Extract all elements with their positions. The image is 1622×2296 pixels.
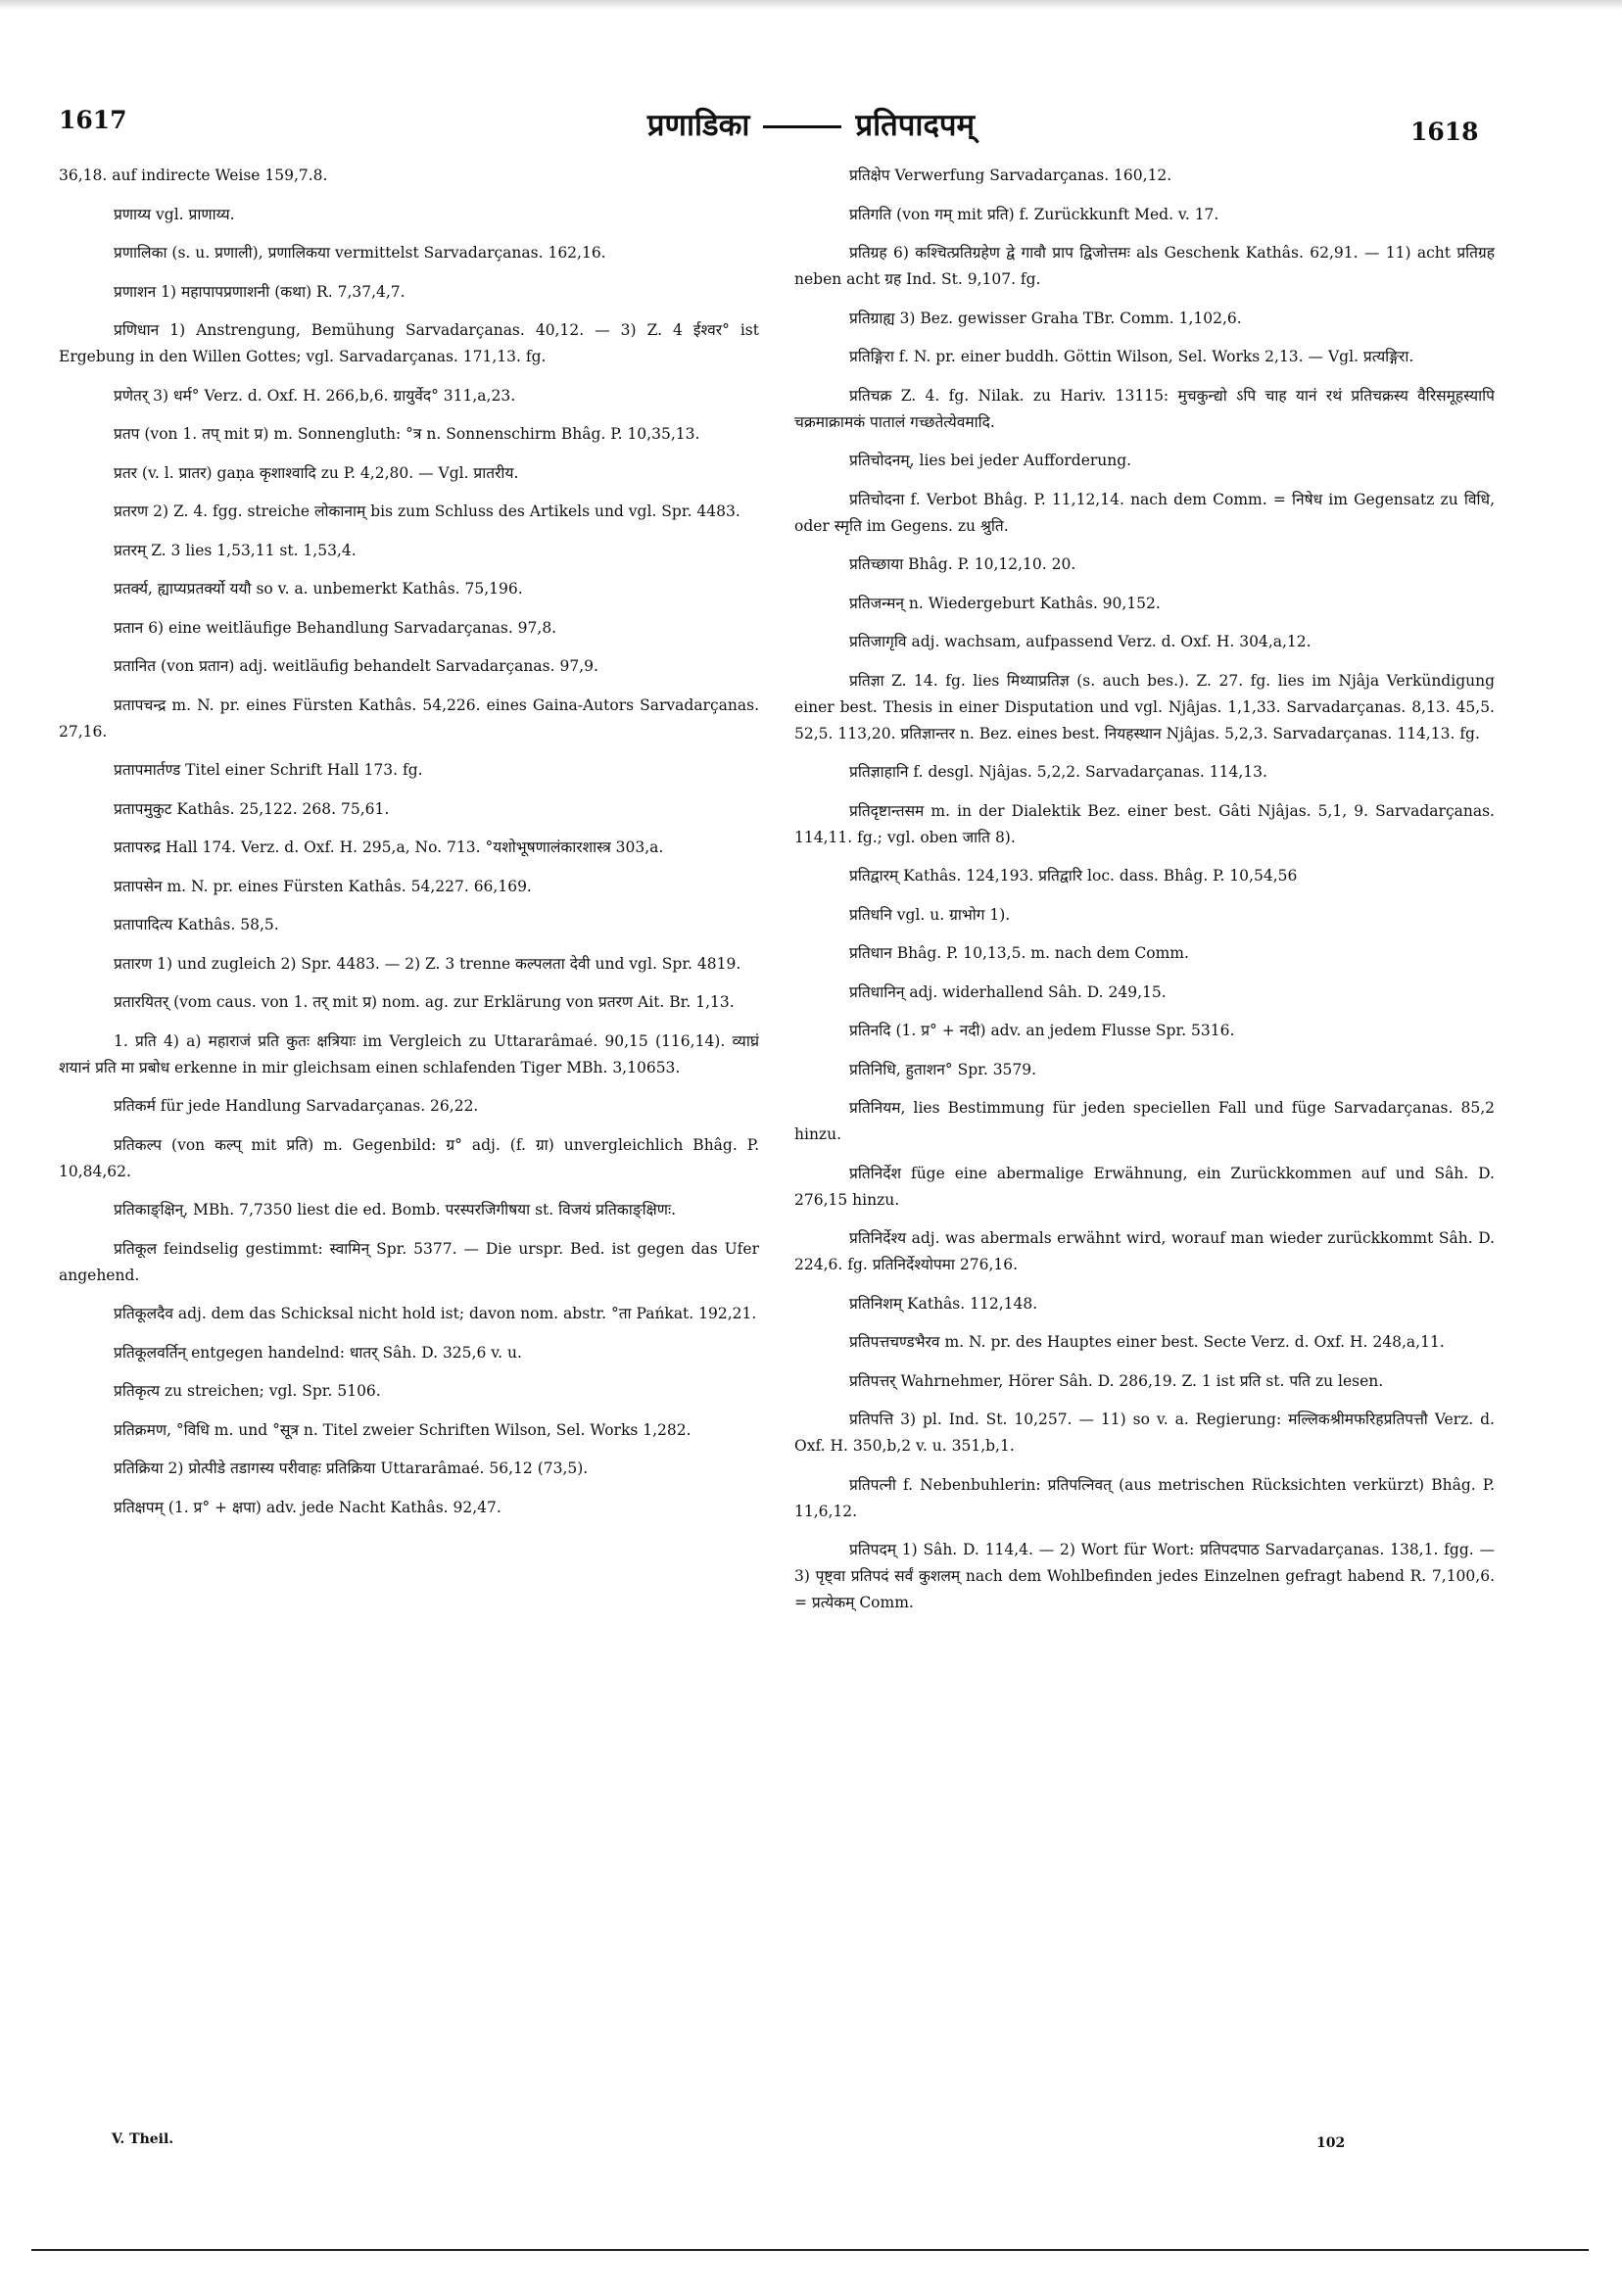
headword-right: प्रतिपादपम् [855, 108, 976, 143]
dictionary-entry: प्रतप (von 1. तप् mit प्र) m. Sonnengluth: °त्र n. Sonnenschirm Bhâg. P. 10,35,13. [114, 425, 700, 443]
dictionary-entry: प्रतारण 1) und zugleich 2) Spr. 4483. — 2) Z. 3 trenne कल्पलता देवी und vgl. Spr. 4819. [114, 954, 741, 973]
dictionary-entry: प्रणिधान 1) Anstrengung, Bemühung Sarvadarçanas. 40,12. — 3) Z. 4 ईश्वर° ist Ergebung in den Willen Gottes; vgl. Sarvadarçanas. 171,13. fg. [59, 321, 759, 365]
dictionary-entry: प्रतर्क्य, ह्याप्यप्रतर्क्यो ययौ so v. a. unbemerkt Kathâs. 75,196. [114, 580, 523, 598]
dictionary-entry: प्रतिपदम् 1) Sâh. D. 114,4. — 2) Wort für Wort: प्रतिपदपाठ Sarvadarçanas. 138,1. fgg. — 3) पृष्ट्वा प्रतिपदं सर्वं कुशलम् nach dem Wohlbefinden jedes Einzelnen gefragt habend R. 7,100,6. = प्रत्येकम् Comm. [794, 1541, 1495, 1611]
dictionary-entry: प्रतिपत्तचण्डभैरव m. N. pr. des Hauptes einer best. Secte Verz. d. Oxf. H. 248,a,11. [849, 1333, 1445, 1351]
dictionary-entry: प्रणाशन 1) महापापप्रणाशनी (कथा) R. 7,37,4,7. [114, 282, 406, 301]
dictionary-entry: प्रतिकूल feindselig gestimmt: स्वामिन् Spr. 5377. — Die urspr. Bed. ist gegen das Ufer angehend. [59, 1239, 759, 1284]
dictionary-entry: प्रतिकूलदैव adj. dem das Schicksal nicht hold ist; davon nom. abstr. °ता Pańkat. 192,21. [114, 1305, 757, 1322]
dictionary-entry: प्रतिनिशम् Kathâs. 112,148. [849, 1294, 1038, 1313]
dictionary-entry: प्रतिक्रिया 2) प्रोत्पीडे तडागस्य परीवाहः प्रतिक्रिया Uttararâmaé. 56,12 (73,5). [114, 1459, 589, 1477]
dictionary-entry: प्रतिनदि (1. प्र° + नदी) adv. an jedem Flusse Spr. 5316. [849, 1022, 1235, 1039]
dictionary-entry: प्रतिज्ञा Z. 14. fg. lies मिथ्याप्रतिज्ञ (s. auch bes.). Z. 27. fg. lies im Njâja Verkündigung einer best. Thesis in einer Disputation und vgl. Njâjas. 1,1,33. Sarvadarçanas. 8,13. 45,5. 52,5. 113,20. प्रतिज्ञान्तर n. Bez. eines best. नियहस्थान Njâjas. 5,2,3. Sarvadarçanas. 114,13. fg. [794, 671, 1495, 742]
left-column [59, 163, 759, 2161]
dictionary-entry: प्रतापमुकुट Kathâs. 25,122. 268. 75,61. [114, 799, 390, 818]
dictionary-entry: प्रतापरुद्र Hall 174. Verz. d. Oxf. H. 295,a, No. 713. °यशोभूषणालंकारशास्त्र 303,a. [114, 838, 664, 856]
dictionary-entry: प्रतिजागृवि adj. wachsam, aufpassend Verz. d. Oxf. H. 304,a,12. [849, 633, 1312, 650]
dictionary-entry: प्रतिनिर्देश füge eine abermalige Erwähnung, ein Zurückkommen auf und Sâh. D. 276,15 hinzu. [794, 1164, 1495, 1209]
dictionary-entry: प्रतिचक्र Z. 4. fg. Nilak. zu Hariv. 13115: मुचकुन्द्यो ऽपि चाह यानं रथं प्रतिचक्रस्य वैरिसमूहस्यापि चक्रमाक्रामकं पातालं गच्छतेत्येवमादि. [794, 386, 1495, 431]
dictionary-entry: प्रतापसेन m. N. pr. eines Fürsten Kathâs. 54,227. 66,169. [114, 877, 532, 895]
dictionary-entry: प्रतिचोदना f. Verbot Bhâg. P. 11,12,14. nach dem Comm. = निषेध im Gegensatz zu विधि, oder स्मृति im Gegens. zu श्रुति. [794, 490, 1495, 535]
page-number-right: 1618 [1410, 118, 1479, 146]
dictionary-entry: प्रतिकाङ्क्षिन्, MBh. 7,7350 liest die ed. Bomb. परस्परजिगीषया st. विजयं प्रतिकाङ्क्षिणः. [114, 1201, 677, 1219]
dictionary-entry: प्रतिधान Bhâg. P. 10,13,5. m. nach dem Comm. [849, 944, 1189, 962]
dictionary-entry: प्रतिग्रह 6) कश्चित्प्रतिग्रहेण द्वे गावौ प्राप द्विजोत्तमः als Geschenk Kathâs. 62,91. — 11) acht प्रतिग्रह neben acht ग्रह Ind. St. 9,107. fg. [794, 244, 1495, 288]
dictionary-entry: प्रणालिका (s. u. प्रणाली), प्रणालिकया vermittelst Sarvadarçanas. 162,16. [114, 244, 606, 262]
dictionary-entry: प्रतिदृष्टान्तसम m. in der Dialektik Bez. einer best. Gâti Njâjas. 5,1, 9. Sarvadarçanas. 114,11. fg.; vgl. oben जाति 8). [794, 801, 1495, 846]
page-number-left: 1617 [59, 106, 127, 134]
dictionary-entry: प्रतिद्वारम् Kathâs. 124,193. प्रतिद्वारि loc. dass. Bhâg. P. 10,54,56 [849, 867, 1298, 885]
dictionary-entry: प्रतिधनि vgl. u. ग्राभोग 1). [849, 905, 1011, 924]
dictionary-entry: प्रतापादित्य Kathâs. 58,5. [114, 916, 279, 933]
dictionary-entry: प्रतिजन्मन् n. Wiedergeburt Kathâs. 90,152. [849, 594, 1161, 612]
dictionary-entry: 1. प्रति 4) a) महाराजं प्रति कुतः क्षत्रियाः im Vergleich zu Uttararâmaé. 90,15 (116,14). व्याघ्रं शयानं प्रति मा प्रबोध erkenne in mir gleichsam einen schlafenden Tiger MBh. 3,10653. [59, 1031, 759, 1076]
dictionary-entry: प्रतिग्राह्य 3) Bez. gewisser Graha TBr. Comm. 1,102,6. [849, 309, 1242, 327]
dictionary-entry: प्रतिङ्गिरा f. N. pr. einer buddh. Göttin Wilson, Sel. Works 2,13. — Vgl. प्रत्यङ्गिरा. [849, 348, 1414, 365]
dictionary-entry: प्रतानित (von प्रतान) adj. weitläufig behandelt Sarvadarçanas. 97,9. [114, 657, 598, 675]
dictionary-entry: प्रतिकल्प (von कल्प् mit प्रति) m. Gegenbild: ग्र° adj. (f. ग्रा) unvergleichlich Bhâg. P. 10,84,62. [59, 1135, 759, 1180]
bottom-rule [31, 2249, 1589, 2251]
dictionary-entry: प्रतिज्ञाहानि f. desgl. Njâjas. 5,2,2. Sarvadarçanas. 114,13. [849, 763, 1267, 781]
dictionary-entry: प्रतारयितर् (vom caus. von 1. तर् mit प्र) nom. ag. zur Erklärung von प्रतरण Ait. Br. 1,13. [114, 993, 735, 1011]
dictionary-entry: प्रतिक्रमण, °विधि m. und °सूत्र n. Titel zweier Schriften Wilson, Sel. Works 1,282. [114, 1420, 692, 1439]
dictionary-entry: प्रतिपत्नी f. Nebenbuhlerin: प्रतिपत्निवत् (aus metrischen Rücksichten verkürzt) Bhâg. P. 11,6,12. [794, 1475, 1495, 1520]
dictionary-entry: प्रतर (v. l. प्रातर) gaṇa कृशाश्वादि zu P. 4,2,80. — Vgl. प्रातरीय. [114, 463, 519, 482]
dictionary-entry: प्रतिनियम, lies Bestimmung für jeden speciellen Fall und füge Sarvadarçanas. 85,2 hinzu. [794, 1099, 1495, 1143]
dictionary-entry: प्रतिगति (von गम् mit प्रति) f. Zurückkunft Med. v. 17. [849, 205, 1219, 223]
dictionary-entry: प्रतिकर्म für jede Handlung Sarvadarçanas. 26,22. [114, 1097, 479, 1115]
dictionary-entry: प्रतिच्छाया Bhâg. P. 10,12,10. 20. [849, 555, 1076, 573]
running-head [0, 104, 1622, 145]
dictionary-entry: प्रतिपत्ति 3) pl. Ind. St. 10,257. — 11) so v. a. Regierung: मल्लिकश्रीमफरिहप्रतिपत्तौ Verz. d. Oxf. H. 350,b,2 v. u. 351,b,1. [794, 1411, 1495, 1455]
dictionary-entry: प्रतरण 2) Z. 4. fgg. streiche लोकानाम् bis zum Schluss des Artikels und vgl. Spr. 4483. [114, 502, 740, 520]
scan-edge [0, 0, 1622, 10]
dictionary-entry: 36,18. auf indirecte Weise 159,7.8. [59, 167, 328, 184]
dictionary-entry: प्रणाय्य vgl. प्राणाय्य. [114, 205, 235, 223]
dictionary-entry: प्रणेतर् 3) धर्म° Verz. d. Oxf. H. 266,b,6. ग्रायुर्वेद° 311,a,23. [114, 386, 516, 405]
dictionary-entry: प्रतिकूलवर्तिन् entgegen handelnd: धातर् Sâh. D. 325,6 v. u. [114, 1343, 522, 1362]
dictionary-entry: प्रतिनिर्देश्य adj. was abermals erwähnt wird, worauf man wieder zurückkommt Sâh. D. 224,6. fg. प्रतिनिर्देश्योपमा 276,16. [794, 1229, 1495, 1273]
dictionary-entry: प्रतिक्षपम् (1. प्र° + क्षपा) adv. jede Nacht Kathâs. 92,47. [114, 1498, 501, 1516]
dictionary-entry: प्रतापमार्तण्ड Titel einer Schrift Hall 173. fg. [114, 761, 423, 779]
dictionary-entry: प्रतिकृत्य zu streichen; vgl. Spr. 5106. [114, 1382, 381, 1400]
dictionary-entry: प्रतान 6) eine weitläufige Behandlung Sarvadarçanas. 97,8. [114, 618, 557, 637]
dictionary-entry: प्रतिचोदनम्, lies bei jeder Aufforderung. [849, 452, 1132, 469]
dictionary-entry: प्रतिधानिन् adj. widerhallend Sâh. D. 249,15. [849, 982, 1167, 1001]
dictionary-entry: प्रतिपत्तर् Wahrnehmer, Hörer Sâh. D. 286,19. Z. 1 ist प्रति st. पति zu lesen. [849, 1371, 1384, 1390]
dictionary-entry: प्रतरम् Z. 3 lies 1,53,11 st. 1,53,4. [114, 541, 357, 559]
dictionary-entry: प्रतिक्षेप Verwerfung Sarvadarçanas. 160,12. [849, 167, 1172, 184]
headword-dash [763, 125, 841, 128]
right-column [794, 163, 1495, 2161]
volume-signature: V. Theil. [112, 2131, 174, 2147]
dictionary-entry: प्रतिनिधि, हुताशन° Spr. 3579. [849, 1060, 1037, 1078]
dictionary-entry: प्रतापचन्द्र m. N. pr. eines Fürsten Kathâs. 54,226. eines Gaina-Autors Sarvadarçanas. 27,16. [59, 695, 759, 741]
sheet-number: 102 [1316, 2135, 1346, 2151]
headword-left: प्रणाडिका [646, 108, 750, 143]
